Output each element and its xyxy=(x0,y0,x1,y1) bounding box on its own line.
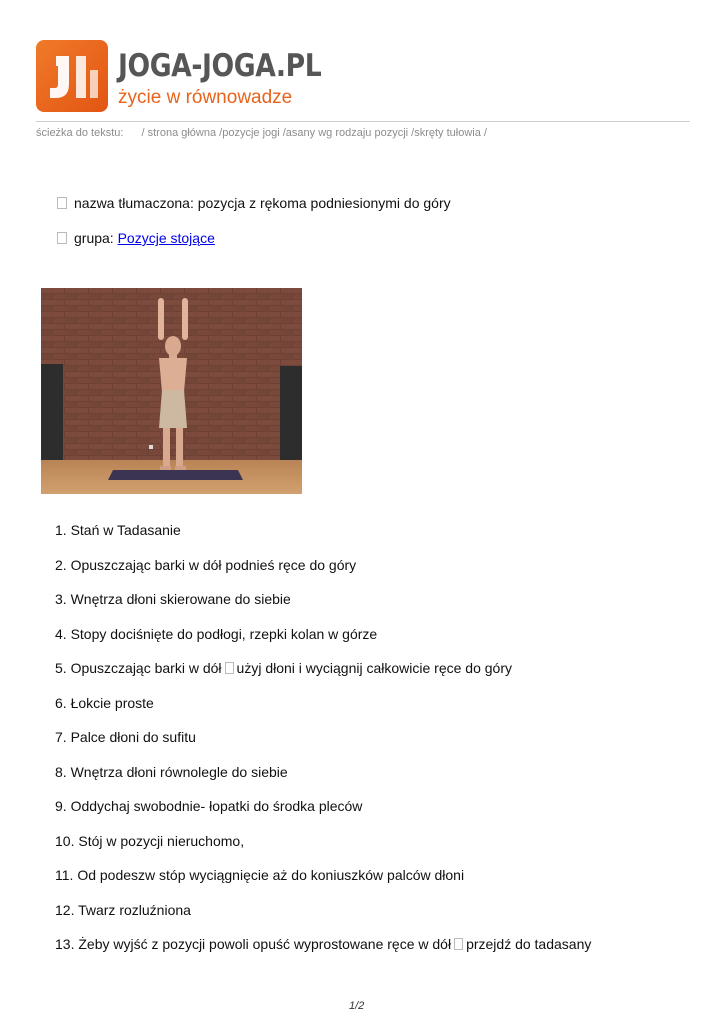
missing-glyph-icon xyxy=(454,938,463,950)
list-item: 7. Palce dłoni do sufitu xyxy=(55,729,196,745)
list-item: 1. Stań w Tadasanie xyxy=(55,522,181,538)
step-5-part-2: użyj dłoni i wyciągnij całkowicie ręce do góry xyxy=(236,660,512,676)
translated-name-line xyxy=(57,195,451,211)
list-item xyxy=(55,660,512,676)
step-5-part-1: 5. Opuszczając barki w dół xyxy=(55,660,222,676)
bullet-glyph-icon xyxy=(57,232,67,244)
missing-glyph-icon xyxy=(225,662,234,674)
list-item: 3. Wnętrza dłoni skierowane do siebie xyxy=(55,591,291,607)
list-item: 8. Wnętrza dłoni równolegle do siebie xyxy=(55,764,288,780)
breadcrumb-path[interactable]: / strona główna /pozycje jogi /asany wg rodzaju pozycji /skręty tułowia / xyxy=(141,127,487,139)
list-item: 12. Twarz rozluźniona xyxy=(55,902,191,918)
logo-mark-icon xyxy=(36,40,108,112)
step-13-part-2: przejdź do tadasany xyxy=(466,936,592,952)
page-number: 1/2 xyxy=(349,1000,365,1012)
list-item: 6. Łokcie proste xyxy=(55,695,154,711)
bullet-glyph-icon xyxy=(57,197,67,209)
group-line xyxy=(57,230,215,246)
list-item: 9. Oddychaj swobodnie- łopatki do środka pleców xyxy=(55,798,363,814)
list-item xyxy=(55,936,591,952)
list-item: 10. Stój w pozycji nieruchomo, xyxy=(55,833,245,849)
breadcrumb xyxy=(36,127,487,139)
list-item: 11. Od podeszw stóp wyciągnięcie aż do koniuszków palców dłoni xyxy=(55,867,465,883)
step-13-part-1: 13. Żeby wyjść z pozycji powoli opuść wyprostowane ręce w dół xyxy=(55,936,452,952)
logo-tagline: życie w równowadze xyxy=(118,87,293,108)
site-logo[interactable] xyxy=(36,40,326,112)
list-item: 2. Opuszczając barki w dół podnieś ręce do góry xyxy=(55,557,357,573)
logo-name: JOGA-JOGA.PL xyxy=(118,48,322,84)
header-divider xyxy=(36,121,690,122)
breadcrumb-label: ścieżka do tekstu: xyxy=(36,127,124,139)
group-link[interactable]: Pozycje stojące xyxy=(117,230,215,246)
pose-photo xyxy=(41,288,302,494)
group-label: grupa: xyxy=(74,230,114,246)
translated-name: nazwa tłumaczona: pozycja z rękoma podniesionymi do góry xyxy=(74,195,451,211)
list-item: 4. Stopy dociśnięte do podłogi, rzepki kolan w górze xyxy=(55,626,378,642)
